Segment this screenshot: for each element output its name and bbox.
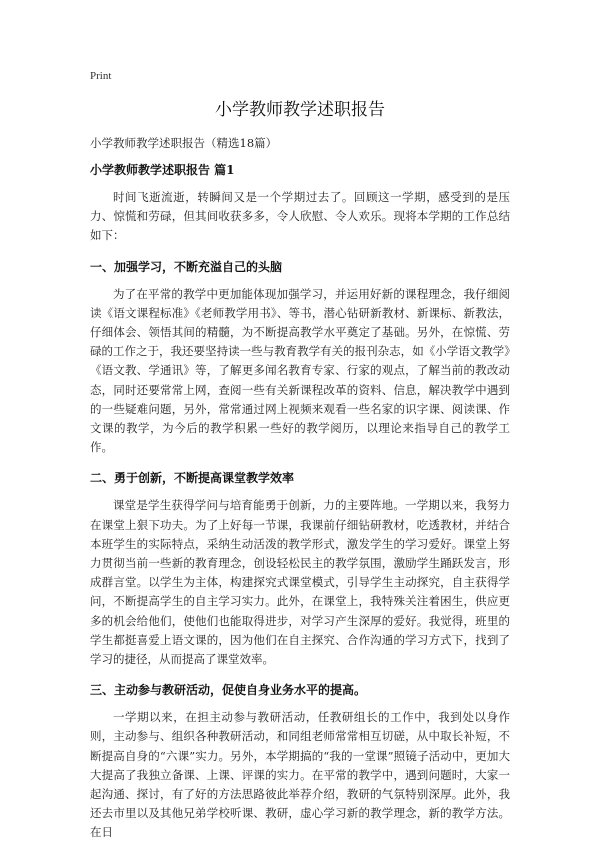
section-title: 小学教师教学述职报告 篇1	[90, 163, 235, 177]
paragraph-1: 为了在平常的教学中更加能体现加强学习，并运用好新的课程理念，我仔细阅读《语文课程标准》《老师教学用书》、等书，潜心钻研新教材、新课标、新教法，仔细体会、领悟其间的精髓，为不断提高教学水平奠定了基础。另外，在惊慌、劳碌的工作之于，我还要坚持读一些与教育教学有关的报刊杂志，如《小学语文教学》《语文教、学通讯》等，了解更多闻名教育专家、行家的观点，了解当前的教改动态，同时还要常常上网，查阅一些有关新课程改革的资料、信息，解决教学中遇到的一些疑难问题，另外，常常通过网上视频来观看一些名家的识字课、阅读课、作文课的教学，为今后的教学积累一些好的教学阅历，以理论来指导自己的教学工作。	[90, 286, 510, 455]
heading-3: 三、主动参与教研活动，促使自身业务水平的提高。	[90, 683, 367, 698]
document-subtitle: 小学教师教学述职报告（精选18篇）	[90, 136, 278, 150]
page-title: 小学教师教学述职报告	[215, 100, 385, 120]
heading-2: 二、勇于创新，不断提高课堂教学效率	[90, 471, 295, 486]
paragraph-3: 一学期以来，在担主动参与教研活动，任教研组长的工作中，我到处以身作则，主动参与、组织各种教研活动，和同组老师常常相互切磋，从中取长补短，不断提高自身的“六课”实力。另外，本学期搞的“我的一堂课”照镜子活动中，更加大大提高了我独立备课、上课、评课的实力。在平常的教学中，遇到问题时，大家一起沟通、探讨，有了好的方法思路彼此举荐介绍，教研的气氛特别深厚。此外，我还去市里以及其他兄弟学校听课、教研，虚心学习新的教学理念，新的教学方法。在日	[90, 710, 510, 840]
heading-1: 一、加强学习，不断充溢自己的头脑	[90, 259, 283, 274]
paragraph-intro: 时间飞逝流逝，转瞬间又是一个学期过去了。回顾这一学期，感受到的是压力、惊慌和劳碌，但其间收获多多，令人欣慰、令人欢乐。现将本学期的工作总结如下：	[90, 190, 510, 243]
print-label: Print	[90, 70, 112, 82]
document-body	[90, 135, 510, 849]
paragraph-2: 课堂是学生获得学问与培育能勇于创新，力的主要阵地。一学期以来，我努力在课堂上狠下功夫。为了上好每一节课，我课前仔细钻研教材，吃透教材，并结合本班学生的实际特点，采纳生动活泼的教学形式，激发学生的学习爱好。课堂上努力贯彻当前一些新的教育理念，创设轻松民主的教学氛围，激励学生踊跃发言，形成群言堂。以学生为主体，构建探究式课堂模式，引导学生主动探究，自主获得学问，不断提高学生的自主学习实力。此外，在课堂上，我特殊关注着困生，供应更多的机会给他们，使他们也能取得进步，对学习产生深厚的爱好。我觉得，班里的学生都挺喜爱上语文课的，因为他们在自主探究、合作沟通的学习方式下，找到了学习的捷径，从而提高了课堂效率。	[90, 498, 510, 667]
